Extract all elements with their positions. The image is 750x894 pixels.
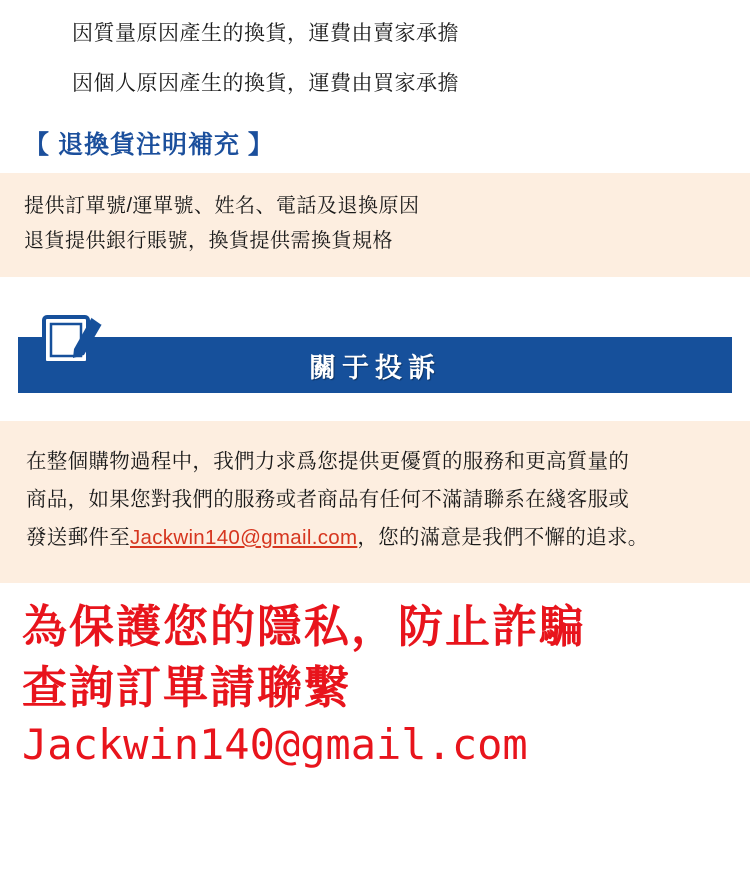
return-note-line-1: 提供訂單號/運單號、姓名、電話及退換原因 (24, 195, 420, 217)
complaint-body-line-3 (26, 519, 724, 557)
privacy-warning-line-2: 查詢訂單請聯繫 (22, 661, 352, 713)
return-policy-lines (0, 0, 750, 99)
pencil-notepad-icon (40, 305, 106, 371)
support-email-link[interactable]: Jackwin140@gmail.com (130, 525, 358, 549)
complaint-body-line-3-prefix: 發送郵件至 (26, 525, 130, 549)
complaint-banner-wrap (0, 337, 750, 393)
complaint-body-box (0, 421, 750, 583)
privacy-warning-block (0, 583, 750, 773)
complaint-body-line-1: 在整個購物過程中，我們力求爲您提供更優質的服務和更高質量的 (26, 450, 630, 473)
privacy-warning-line-1: 為保護您的隱私，防止詐騙 (22, 600, 587, 652)
complaint-body-line-3-suffix: ，您的滿意是我們不懈的追求。 (357, 525, 649, 549)
return-note-heading: 【 退換貨注明補充 】 (24, 131, 274, 159)
complaint-banner (18, 337, 732, 393)
return-policy-line-1: 因質量原因產生的換貨，運費由賣家承擔 (72, 22, 459, 45)
return-note-line-2: 退貨提供銀行賬號，換貨提供需換貨規格 (24, 230, 393, 252)
return-note-box (0, 173, 750, 277)
privacy-warning-email[interactable]: Jackwin140@gmail.com (22, 720, 528, 770)
return-policy-line-2: 因個人原因產生的換貨，運費由買家承擔 (72, 71, 459, 95)
complaint-banner-title: 關于投訴 (309, 352, 441, 383)
complaint-body-line-2: 商品，如果您對我們的服務或者商品有任何不滿請聯系在綫客服或 (26, 487, 630, 511)
